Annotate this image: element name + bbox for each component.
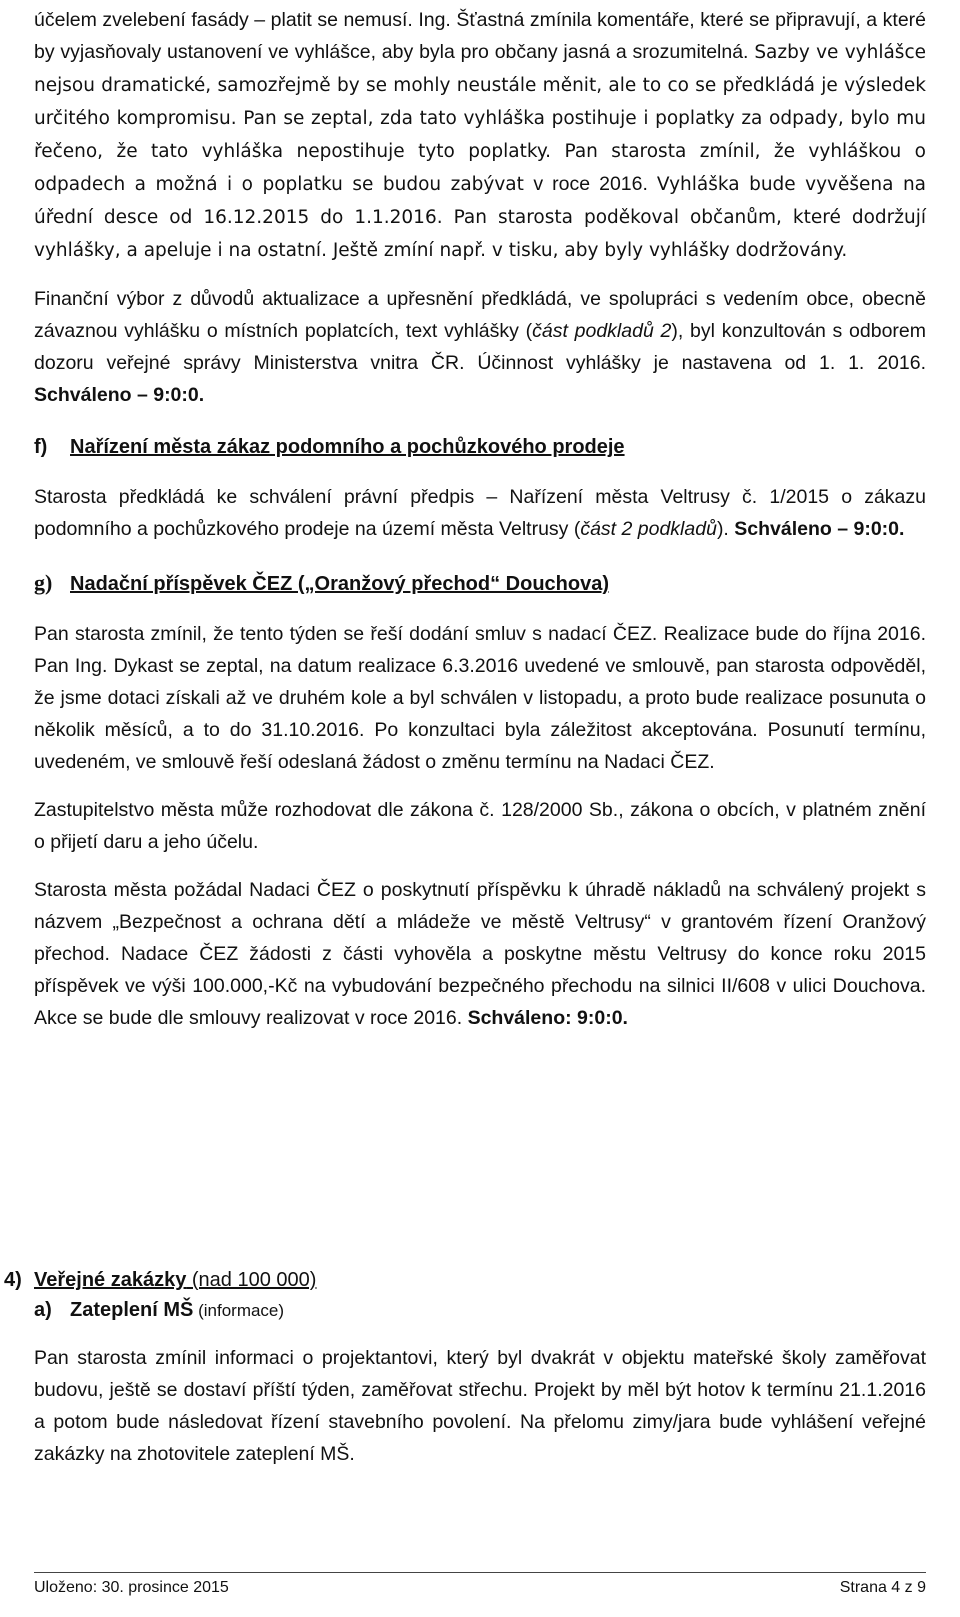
section-letter: g): [34, 570, 53, 595]
section-heading-f: [34, 431, 926, 463]
paragraph-finance-committee: [34, 283, 926, 411]
approval-result: Schváleno: 9:0:0.: [467, 1007, 628, 1029]
paragraph-regulation: [34, 481, 926, 545]
section-letter: a): [34, 1299, 52, 1321]
section-title: Zateplení MŠ: [70, 1299, 194, 1321]
approval-result: Schváleno – 9:0:0.: [734, 518, 905, 540]
paragraph-kindergarten-insulation: Pan starosta zmínil informaci o projektantovi, který byl dvakrát v objektu mateřské školy zaměřovat budovu, ještě se dostaví příští týden, zaměřovat střechu. Projekt by měl být hotov k termínu 21.1.2016 a potom bude následovat řízení stavebního povolení. Na přelomu zimy/jara bude vyhlášení veřejné zakázky na zhotovitele zateplení MŠ.: [34, 1347, 926, 1465]
paragraph-italic: část podkladů 2: [532, 320, 672, 342]
paragraph-text: ).: [716, 518, 735, 540]
saved-date: Uloženo: 30. prosince 2015: [34, 1579, 229, 1596]
section-letter: f): [34, 436, 48, 458]
section-subtitle: (nad 100 000): [186, 1269, 317, 1291]
paragraph-text: ), byl konzultován s odborem dozoru veřejné správy Ministerstva vnitra ČR. Účinnost vyhlášky je nastavena od 1. 1. 2016.: [34, 320, 926, 374]
paragraph-text: Starosta předkládá ke schválení právní předpis – Nařízení města Veltrusy č. 1/2015 o zákazu podomního a pochůzkového prodeje na území města Veltrusy (: [34, 486, 926, 540]
paragraph-text: Starosta města požádal Nadaci ČEZ o poskytnutí příspěvku k úhradě nákladů na schválený projekt s názvem „Bezpečnost a ochrana dětí a mládeže ve městě Veltrusy“ v grantovém řízení Oranžový přechod. Nadace ČEZ žádosti z části vyhověla a poskytne městu Veltrusy do konce roku 2015 příspěvek ve výši 100.000,-Kč na vybudování bezpečného přechodu na silnici II/608 v ulici Douchova. Akce se bude dle smlouvy realizovat v roce 2016.: [34, 879, 926, 1029]
document-page: [4, 0, 927, 1465]
section-heading-4: [4, 1265, 926, 1295]
section-title: Nadační příspěvek ČEZ („Oranžový přechod“ Douchova): [70, 573, 610, 595]
paragraph-cez-contracts: Pan starosta zmínil, že tento týden se řeší dodání smluv s nadací ČEZ. Realizace bude do října 2016. Pan Ing. Dykast se zeptal, na datum realizace 6.3.2016 uvedené ve smlouvě, pan starosta odpověděl, že jsme dotaci získali až ve druhém kole a byl schválen v listopadu, a proto bude realizace posunuta o několik měsíců, a to do 31.10.2016. Po konzultaci byla záležitost akceptována. Posunutí termínu, uvedeném, ve smlouvě řeší odeslaná žádost o změnu termínu na Nadaci ČEZ.: [34, 623, 926, 773]
page-number: Strana 4 z 9: [839, 1579, 926, 1596]
paragraph-council-authority: Zastupitelstvo města může rozhodovat dle zákona č. 128/2000 Sb., zákona o obcích, v platném znění o přijetí daru a jeho účelu.: [34, 799, 926, 853]
paragraph-grant-request: [34, 874, 926, 1034]
paragraph-ordinance-discussion: [34, 4, 926, 267]
section-heading-g: [34, 567, 926, 600]
section-4: [4, 1265, 926, 1470]
section-title: Nařízení města zákaz podomního a pochůzkového prodeje: [70, 436, 625, 458]
approval-result: Schváleno – 9:0:0.: [34, 384, 205, 406]
paragraph-text: v roce 2016.: [533, 173, 657, 195]
page-footer: [34, 1572, 926, 1597]
paragraph-text: Finanční výbor z důvodů aktualizace a upřesnění předkládá, ve spolupráci s vedením obce, obecně závaznou vyhlášku o místních poplatcích, text vyhlášky (: [34, 288, 926, 342]
section-title: Veřejné zakázky: [34, 1269, 187, 1291]
section-number: 4): [4, 1269, 22, 1291]
paragraph-text: Sazby ve vyhlášce nejsou dramatické, samozřejmě by se mohly neustále měnit, ale to co se předkládá je výsledek určitého kompromisu. Pan se zeptal, zda tato vyhláška postihuje i poplatky za odpady, bylo mu řečeno, že tato vyhláška nepostihuje tyto poplatky. Pan starosta zmínil, že vyhláškou o odpadech a možná i o poplatku se budou zabývat: [34, 42, 926, 195]
paragraph-italic: část 2 podkladů: [580, 518, 717, 540]
paragraph-text: účelem zvelebení fasády – platit se nemusí. Ing. Šťastná zmínila komentáře, které se připravují, a které by vyjasňovaly ustanovení ve vyhlášce, aby byla pro občany jasná a srozumitelná.: [34, 9, 926, 63]
paragraph-text: Vyhláška bude vyvěšena na úřední desce od 16.12.2015 do 1.1.2016. Pan starosta poděkoval občanům, které dodržují vyhlášky, a apeluje i na ostatní. Ještě zmíní např. v tisku, aby byly vyhlášky dodržovány.: [34, 174, 927, 261]
section-subtitle: (informace): [193, 1301, 285, 1320]
section-heading-4a: [34, 1295, 926, 1326]
